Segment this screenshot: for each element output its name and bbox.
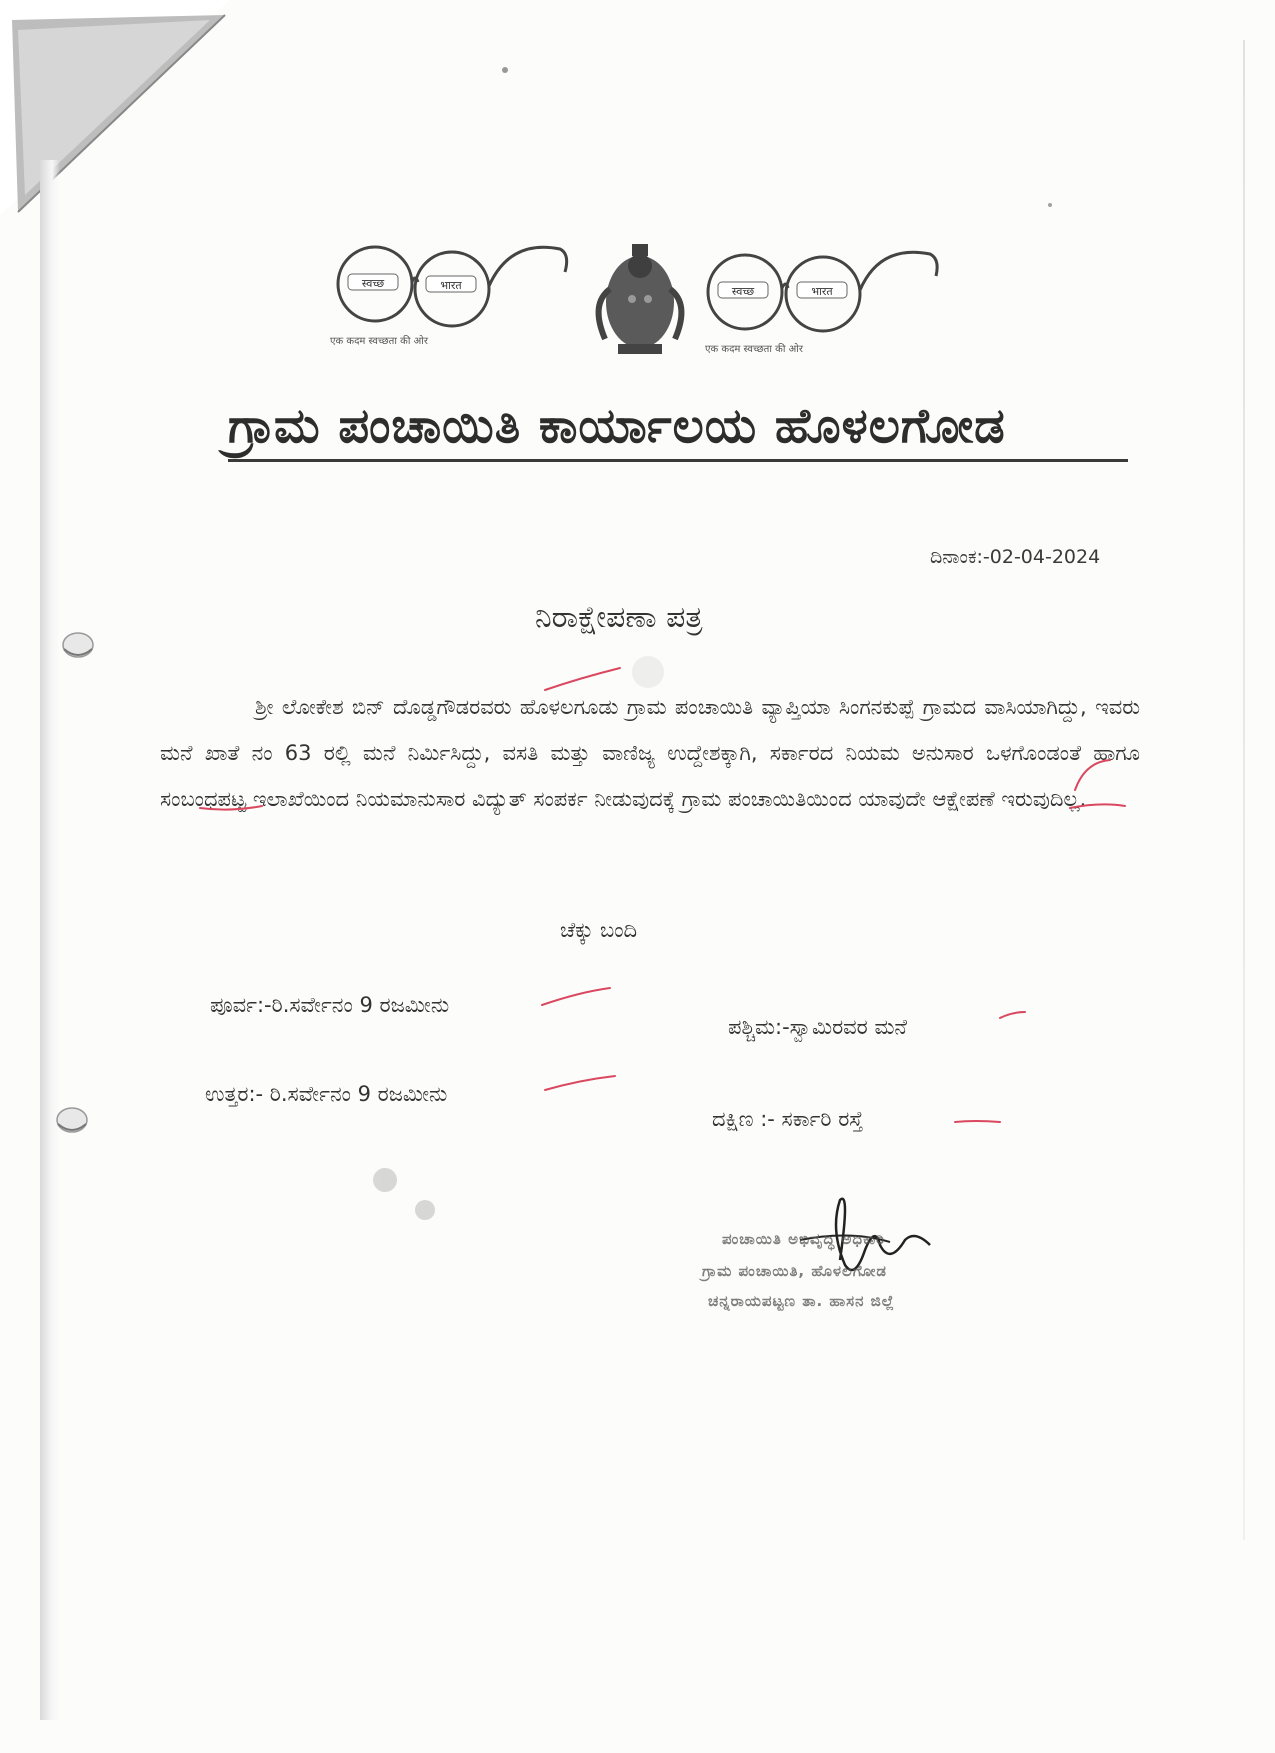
scan-right-edge — [1243, 40, 1245, 1540]
pen-mark-7 — [955, 1121, 1000, 1122]
punch-hole-bottom — [52, 1100, 92, 1140]
logo-left-tagline: एक कदम स्वच्छता की ओर — [330, 336, 428, 347]
pen-mark-4 — [542, 988, 610, 1005]
speck-2 — [1048, 203, 1052, 207]
smudge-2 — [415, 1200, 435, 1220]
scan-left-edge — [40, 160, 60, 1720]
signature — [690, 1170, 1020, 1350]
folded-corner — [0, 0, 230, 230]
swachh-bharat-logo-right — [705, 252, 937, 355]
boundary-west: ಪಶ್ಚಿಮ:-ಸ್ವಾಮಿರವರ ಮನೆ — [728, 1015, 907, 1039]
letterhead-emblems — [320, 244, 1010, 374]
logo-right-word-2: भारत — [811, 285, 833, 298]
logo-left-word-2: भारत — [440, 279, 462, 292]
logo-left-word-1: स्वच्छ — [361, 277, 385, 290]
document-title: ನಿರಾಕ್ಷೇಪಣಾ ಪತ್ರ — [535, 600, 703, 635]
logo-right-word-1: स्वच्छ — [731, 285, 755, 298]
office-title: ಗ್ರಾಮ ಪಂಚಾಯಿತಿ ಕಾರ್ಯಾಲಯ ಹೊಳಲಗೋಡ — [228, 398, 1128, 462]
smudge-1 — [373, 1168, 397, 1192]
seal-line-3: ಚನ್ನರಾಯಪಟ್ಟಣ ತಾ. ಹಾಸನ ಜಿಲ್ಲೆ — [708, 1292, 895, 1310]
boundary-east: ಪೂರ್ವ:-ರಿ.ಸರ್ವೇನಂ 9 ರಜಮೀನು — [210, 993, 450, 1017]
speck-1 — [502, 67, 508, 73]
boundaries-heading: ಚೆಕ್ಕು ಬಂದಿ — [560, 918, 638, 942]
seal-line-2: ಗ್ರಾಮ ಪಂಚಾಯಿತಿ, ಹೊಳಲಗೋಡ — [702, 1262, 887, 1280]
letter-body: ಶ್ರೀ ಲೋಕೇಶ ಬಿನ್ ದೊಡ್ಡಗೌಡರವರು ಹೊಳಲಗೂಡು ಗ್ರಾಮ ಪಂಚಾಯಿತಿ ವ್ಯಾಪ್ತಿಯಾ ಸಿಂಗನಕುಪ್ಪೆ ಗ್ರಾಮದ ವಾಸಿಯಾಗಿದ್ದು, ಇವರು ಮನೆ ಖಾತೆ ನಂ 63 ರಲ್ಲಿ ಮನೆ ನಿರ್ಮಿಸಿದ್ದು, ವಸತಿ ಮತ್ತು ವಾಣಿಜ್ಯ ಉದ್ದೇಶಕ್ಕಾಗಿ, ಸರ್ಕಾರದ ನಿಯಮ ಅನುಸಾರ ಒಳಗೊಂಡಂತೆ ಹಾಗೂ ಸಂಬಂಧಪಟ್ಟ ಇಲಾಖೆಯಿಂದ ನಿಯಮಾನುಸಾರ ವಿದ್ಯುತ್ ಸಂಪರ್ಕ ನೀಡುವುದಕ್ಕೆ ಗ್ರಾಮ ಪಂಚಾಯಿತಿಯಿಂದ ಯಾವುದೇ ಆಕ್ಷೇಪಣೆ ಇರುವುದಿಲ್ಲ. — [160, 695, 1140, 811]
swachh-bharat-logo-left — [330, 247, 567, 347]
logo-right-tagline: एक कदम स्वच्छता की ओर — [705, 344, 803, 355]
punch-hole-top — [58, 625, 98, 665]
letter-date: ದಿನಾಂಕ:-02-04-2024 — [930, 546, 1101, 568]
state-emblem-icon — [599, 244, 682, 354]
boundary-south: ದಕ್ಷಿಣ :- ಸರ್ಕಾರಿ ರಸ್ತೆ — [712, 1107, 864, 1131]
seal-line-1: ಪಂಚಾಯಿತಿ ಅಭಿವೃದ್ಧಿ ಅಧಿಕಾರಿ — [722, 1230, 886, 1248]
pen-mark-5 — [1000, 1012, 1025, 1018]
boundary-north: ಉತ್ತರ:- ರಿ.ಸರ್ವೇನಂ 9 ರಜಮೀನು — [205, 1082, 448, 1106]
pen-mark-6 — [545, 1076, 615, 1090]
